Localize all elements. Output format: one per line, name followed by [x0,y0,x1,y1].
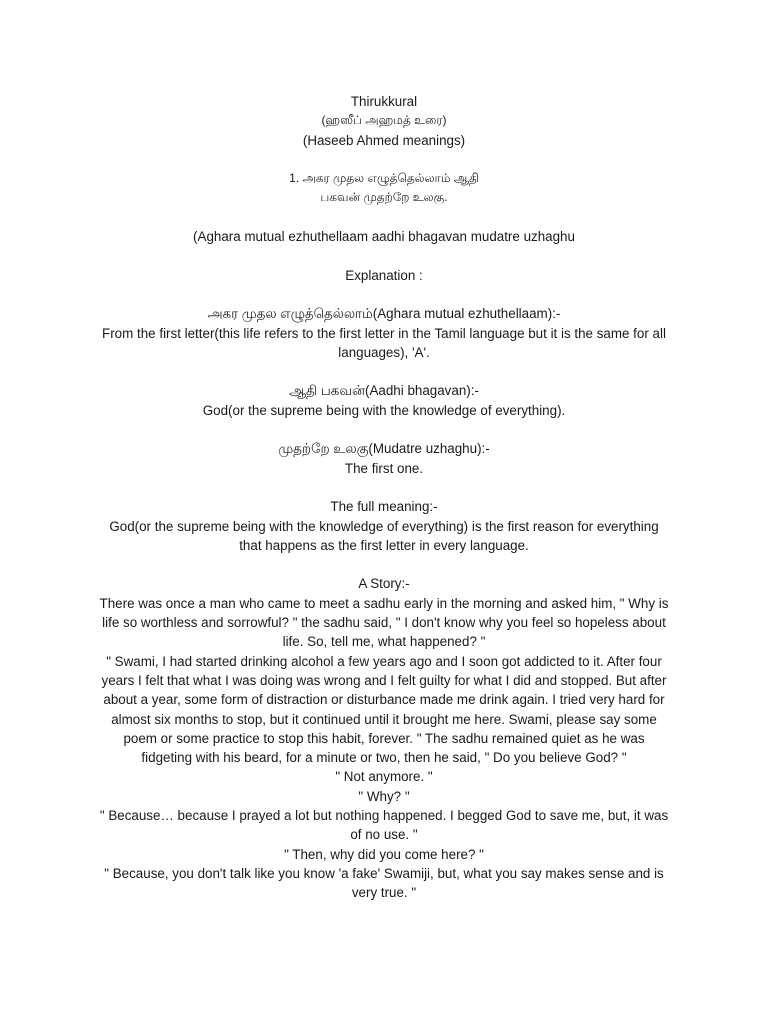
full-meaning-line-b: that happens as the first letter in every language. [239,537,529,553]
explanation-term-3: முதற்றே உலகு(Mudatre uzhaghu):- [278,441,490,457]
spacer [80,285,688,304]
story-line: " Swami, I had started drinking alcohol a few years ago and I soon got addicted to it. After four [106,653,662,669]
verse-line-1: 1. அகர முதல எழுத்தெல்லாம் ஆதி [289,171,479,186]
story-line: " Not anymore. " [335,769,433,785]
spacer [80,246,688,265]
spacer [80,150,688,169]
explanation-meaning-3: The first one. [344,460,424,476]
spacer [80,555,688,574]
explanation-meaning-2: God(or the supreme being with the knowledge of everything). [202,402,566,418]
story-line: " Why? " [358,788,410,804]
full-meaning-heading: The full meaning:- [330,499,438,515]
document-subtitle: (Haseeb Ahmed meanings) [302,132,466,148]
verse-transliteration: (Aghara mutual ezhuthellaam aadhi bhagavan mudatre uzhaghu [193,229,575,245]
story-line: years I felt that what I was doing was wrong and I felt guilty for what I did and stopped. But after [101,672,667,688]
story-line: life. So, tell me, what happened? " [282,634,486,650]
tamil-subtitle: (ஹஸீப் அஹமத் உரை) [321,113,447,128]
story-line: very true. " [351,885,417,901]
story-line: poem or some practice to stop this habit, forever. " The sadhu remained quiet as he was [123,730,645,746]
spacer [80,362,688,381]
explanation-term-1: அகர முதல எழுத்தெல்லாம்(Aghara mutual ezhuthellaam):- [207,306,561,322]
spacer [80,420,688,439]
spacer [80,208,688,227]
story-line: fidgeting with his beard, for a minute or two, then he said, " Do you believe God? " [141,750,627,766]
story-line: life so worthless and sorrowful? " the sadhu said, " I don't know why you feel so hopeless about [102,615,666,631]
document-title: Thirukkural [350,94,418,109]
explanation-heading: Explanation : [345,267,423,283]
story-heading: A Story:- [358,576,410,592]
story-line: There was once a man who came to meet a sadhu early in the morning and asked him, " Why is [99,595,669,611]
story-line: almost six months to stop, but it continued until it brought me here. Swami, please say some [111,711,657,727]
story-line: about a year, some form of distraction or disturbance made me drink again. I tried very hard for [103,692,665,708]
explanation-meaning-1a: From the first letter(this life refers to the first letter in the Tamil language but it is the same for all [102,325,666,341]
full-meaning-line-a: God(or the supreme being with the knowledge of everything) is the first reason for everything [109,518,659,534]
story-line: " Then, why did you come here? " [284,846,484,862]
story-line: " Because, you don't talk like you know 'a fake' Swamiji, but, what you say makes sense and is [104,865,664,881]
story-line: " Because… because I prayed a lot but nothing happened. I begged God to save me, but, it was [99,807,669,823]
explanation-term-2: ஆதி பகவன்(Aadhi bhagavan):- [289,383,479,399]
verse-line-2: பகவன் முதற்றே உலகு. [320,190,448,205]
spacer [80,478,688,497]
document-page [80,92,688,902]
story-line: of no use. " [350,827,418,843]
explanation-meaning-1b: languages), 'A'. [338,344,430,360]
